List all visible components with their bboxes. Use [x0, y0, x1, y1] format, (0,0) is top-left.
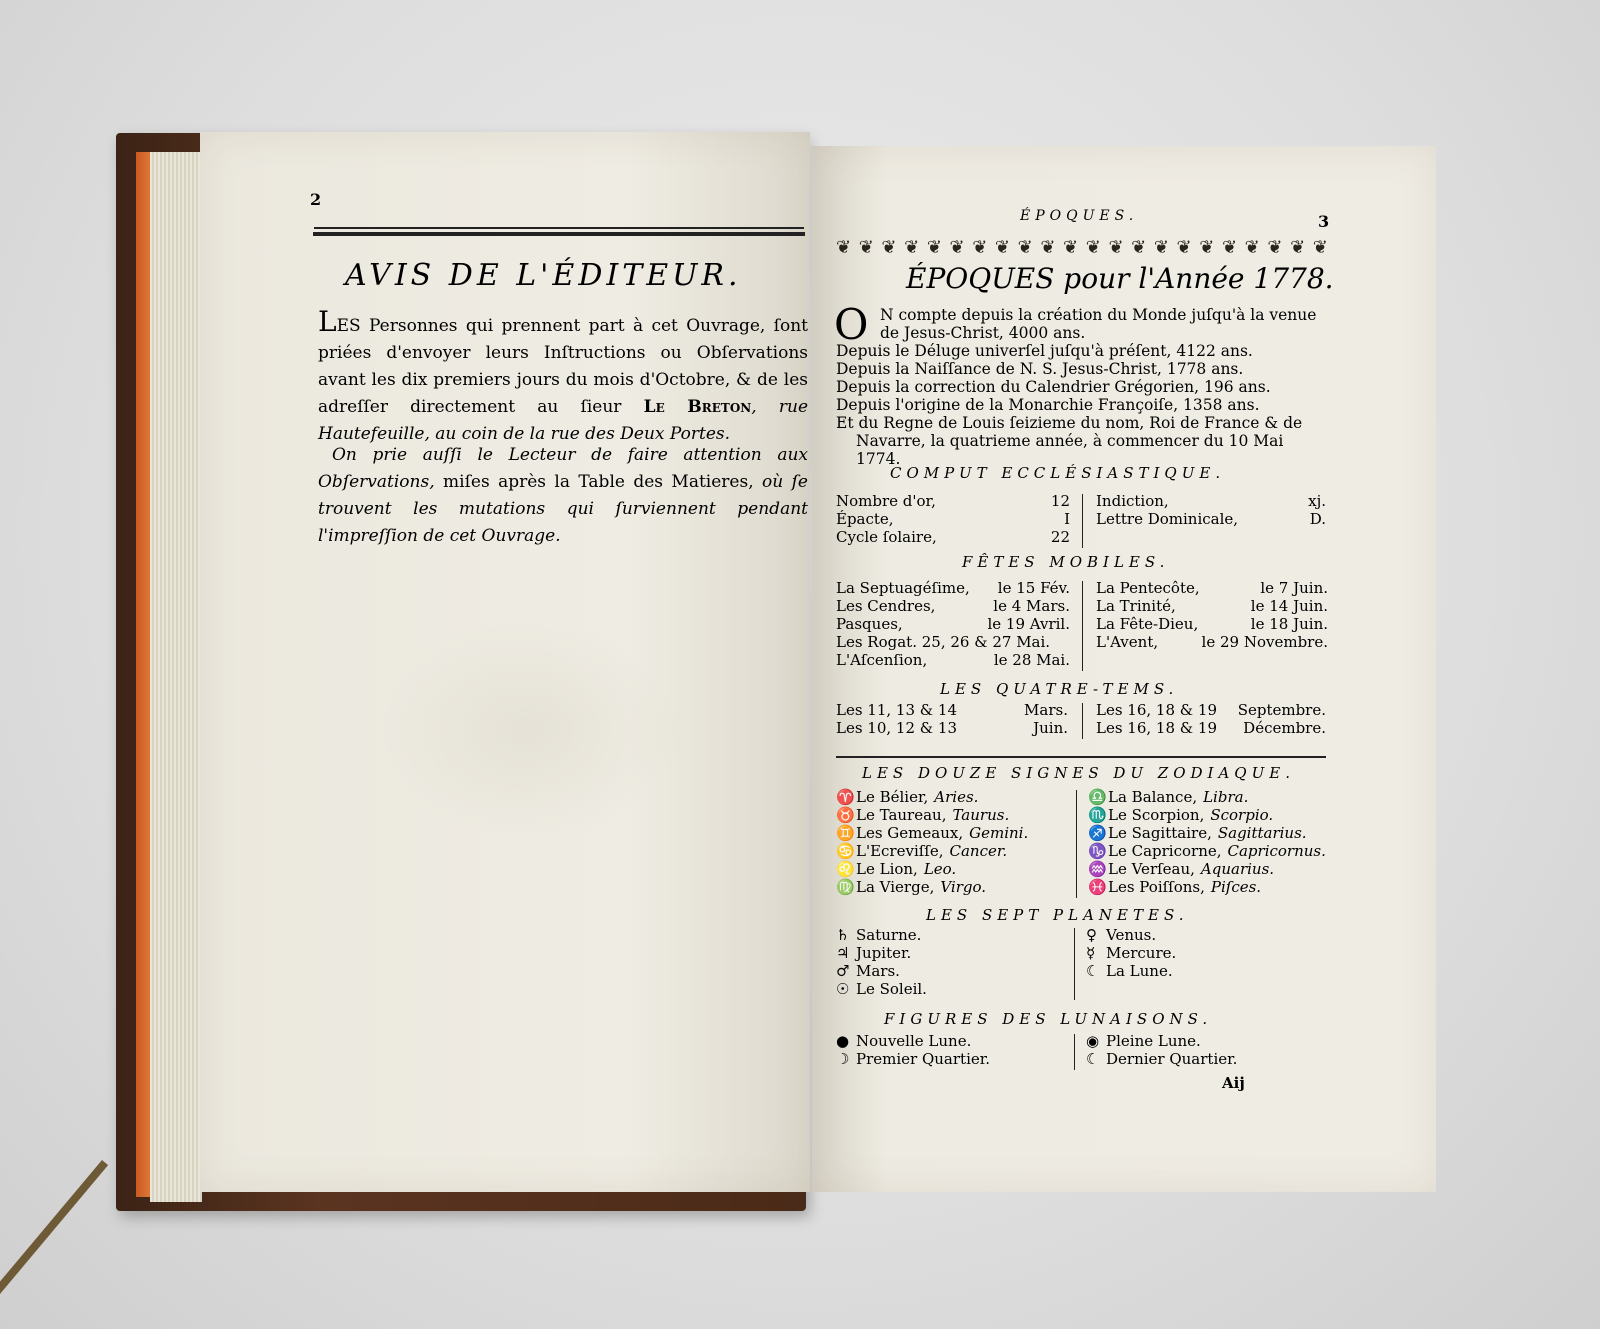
epoque-line: Navarre, la quatrieme année, à commencer du 10 Mai 1774.	[856, 432, 1284, 468]
ornament-glyph: ❦	[1063, 237, 1079, 258]
zodiac-name: Le Lion,	[856, 860, 918, 878]
lunaison-name: Nouvelle Lune.	[856, 1032, 972, 1050]
planets-title: LES SEPT PLANETES.	[926, 906, 1189, 924]
avis-paragraph-2	[318, 442, 808, 550]
ornament-glyph: ❦	[1017, 237, 1033, 258]
zodiac-entry	[836, 860, 956, 878]
lunaison-entry	[836, 1032, 971, 1050]
ornament-glyph: ❦	[1290, 237, 1306, 258]
lunaison-entry	[1086, 1050, 1237, 1068]
zodiac-entry	[836, 878, 986, 896]
zodiac-latin: Virgo.	[940, 878, 987, 896]
comput-left-label: Cycle ſolaire,	[836, 528, 937, 546]
quatre-tems-title: LES QUATRE-TEMS.	[940, 680, 1179, 698]
right-page-number: 3	[1318, 212, 1330, 231]
comput-right-value: xj.	[1308, 492, 1326, 510]
running-head: ÉPOQUES.	[1020, 208, 1139, 224]
zodiac-symbol-icon: ♍	[836, 878, 855, 896]
zodiac-title: LES DOUZE SIGNES DU ZODIAQUE.	[862, 764, 1295, 782]
zodiac-name: La Vierge,	[856, 878, 935, 896]
lunaison-entry	[836, 1050, 990, 1068]
planet-entry	[1086, 962, 1173, 980]
zodiac-latin: Cancer.	[949, 842, 1008, 860]
epoque-line: Depuis la correction du Calendrier Grégorien, 196 ans.	[836, 378, 1271, 396]
comput-left-value: 12	[1050, 492, 1070, 510]
zodiac-latin: Gemini.	[969, 824, 1029, 842]
planet-entry	[836, 926, 921, 944]
zodiac-latin: Aquarius.	[1200, 860, 1275, 878]
comput-left-label: Nombre d'or,	[836, 492, 936, 510]
ornament-glyph: ❦	[1244, 237, 1260, 258]
fetes-right-value: le 18 Juin.	[1250, 615, 1328, 633]
epoque-line: Depuis l'origine de la Monarchie Françoiſe, 1358 ans.	[836, 396, 1260, 414]
zodiac-latin: Libra.	[1203, 788, 1249, 806]
zodiac-latin: Taurus.	[952, 806, 1010, 824]
planet-divider	[1074, 928, 1075, 1000]
planet-name: Venus.	[1106, 926, 1157, 944]
zodiac-symbol-icon: ♊	[836, 824, 855, 842]
fetes-left-label: Les Rogat. 25, 26 & 27 Mai.	[836, 633, 1051, 651]
zodiac-name: Le Scorpion,	[1108, 806, 1205, 824]
planet-entry	[836, 980, 927, 998]
fetes-divider	[1082, 581, 1083, 671]
lunaison-symbol-icon: ☽	[836, 1050, 850, 1068]
para2-a: On prie auſſi le Lecteur de faire attention aux Obſervations,	[318, 445, 808, 492]
fetes-right-label: L'Avent,	[1096, 633, 1159, 651]
zodiac-entry	[836, 806, 1009, 824]
signature-mark: Aij	[1222, 1074, 1245, 1092]
planet-name: Mars.	[856, 962, 900, 980]
epoque-line: Et du Regne de Louis ſeizieme du nom, Roi de France & de	[836, 414, 1303, 432]
lunaison-name: Dernier Quartier.	[1106, 1050, 1238, 1068]
planet-symbol-icon: ♃	[836, 944, 850, 962]
planet-entry	[836, 962, 900, 980]
ornament-glyph: ❦	[1267, 237, 1283, 258]
fetes-left-label: L'Aſcenſion,	[836, 651, 928, 669]
comput-left-value: 22	[1050, 528, 1070, 546]
quatre-right-label: Les 16, 18 & 19	[1096, 719, 1217, 737]
planet-symbol-icon: ☉	[836, 980, 850, 998]
para2-c: où ſe trouvent les mutations qui ſurviennent pendant l'impreſſion de cet Ouvrage.	[318, 472, 808, 546]
fetes-right-label: La Pentecôte,	[1096, 579, 1200, 597]
zodiac-latin: Aries.	[934, 788, 979, 806]
zodiac-entry	[1088, 806, 1273, 824]
zodiac-entry	[836, 842, 1007, 860]
zodiac-symbol-icon: ♑	[1088, 842, 1107, 860]
zodiac-name: Les Poiſſons,	[1108, 878, 1205, 896]
zodiac-name: L'Ecreviſſe,	[856, 842, 944, 860]
ornament-glyph: ❦	[1221, 237, 1238, 258]
zodiac-symbol-icon: ♎	[1088, 788, 1107, 806]
comput-title: COMPUT ECCLÉSIASTIQUE.	[890, 464, 1226, 482]
dropcap-l: L	[318, 305, 337, 338]
planet-name: Le Soleil.	[856, 980, 927, 998]
ornament-glyph: ❦	[949, 237, 965, 258]
quatre-left-value: Juin.	[1033, 719, 1068, 737]
comput-right-label: Lettre Dominicale,	[1096, 510, 1239, 528]
ornament-glyph: ❦	[1108, 237, 1124, 258]
planet-symbol-icon: ☿	[1086, 944, 1096, 962]
comput-right-value: D.	[1309, 510, 1326, 528]
lunaison-name: Premier Quartier.	[856, 1050, 991, 1068]
zodiac-symbol-icon: ♉	[836, 806, 855, 824]
epoque-line: Depuis le Déluge univerſel juſqu'à préſent, 4122 ans.	[836, 342, 1253, 360]
ornament-glyph: ❦	[926, 237, 942, 258]
zodiac-symbol-icon: ♏	[1088, 806, 1107, 824]
zodiac-name: Les Gemeaux,	[856, 824, 964, 842]
quatre-right-value: Décembre.	[1243, 719, 1326, 737]
planet-symbol-icon: ♂	[836, 962, 850, 980]
epoque-line: N compte depuis la création du Monde juſqu'à la venue	[880, 306, 1317, 324]
zodiac-symbol-icon: ♒	[1088, 860, 1107, 878]
ornament-glyph: ❦	[858, 237, 874, 258]
zodiac-latin: Leo.	[923, 860, 957, 878]
zodiac-symbol-icon: ♐	[1088, 824, 1107, 842]
planet-entry	[1086, 926, 1156, 944]
ornament-glyph: ❦	[1085, 237, 1101, 258]
zodiac-name: Le Taureau,	[856, 806, 947, 824]
zodiac-entry	[1088, 842, 1326, 860]
fetes-right-value: le 7 Juin.	[1260, 579, 1328, 597]
avis-paragraph-1	[318, 305, 809, 448]
planet-name: Mercure.	[1106, 944, 1177, 962]
epoque-line: Depuis la Naiſſance de N. S. Jesus-Christ, 1778 ans.	[836, 360, 1244, 378]
dropcap-o: O	[834, 300, 869, 349]
quatre-divider	[1082, 703, 1083, 739]
lunaison-divider	[1074, 1034, 1075, 1070]
editor-name: Le Breton	[643, 397, 752, 417]
avis-title: AVIS DE L'ÉDITEUR.	[345, 258, 742, 293]
lunaisons-title: FIGURES DES LUNAISONS.	[884, 1010, 1213, 1028]
zodiac-rule	[836, 756, 1326, 758]
fetes-left-label: Les Cendres,	[836, 597, 936, 615]
show-through-vignette	[380, 620, 680, 840]
ornament-glyph: ❦	[1176, 237, 1192, 258]
fetes-left-value: le 28 Mai.	[993, 651, 1070, 669]
zodiac-symbol-icon: ♋	[836, 842, 855, 860]
double-rule	[313, 232, 805, 236]
zodiac-entry	[1088, 824, 1307, 842]
zodiac-divider	[1076, 790, 1077, 898]
ornament-glyph: ❦	[836, 237, 852, 258]
planet-name: Jupiter.	[856, 944, 912, 962]
ornament-glyph: ❦	[1312, 237, 1328, 258]
epoques-list	[834, 300, 1326, 468]
ornament-glyph: ❦	[972, 237, 988, 258]
ornament-glyph: ❦	[1199, 237, 1215, 258]
zodiac-symbol-icon: ♈	[836, 788, 855, 806]
fetes-right-label: La Fête-Dieu,	[1096, 615, 1199, 633]
left-page-number: 2	[310, 190, 322, 209]
planet-symbol-icon: ☾	[1086, 962, 1100, 980]
fetes-left-value: le 4 Mars.	[993, 597, 1070, 615]
para1-smallcaps: ES	[336, 316, 361, 336]
lunaison-symbol-icon: ☾	[1086, 1050, 1100, 1068]
para1-text: Personnes qui prennent part à cet Ouvrage, ſont priées d'envoyer leurs Inſtructions ou Obſervations avant les dix premiers jours du mois d'Octobre, & de les adreſſer directement au ſieur	[318, 316, 808, 417]
fetes-left-label: Pasques,	[836, 615, 903, 633]
editor-address: , rue Hautefeuille, au coin de la rue des Deux Portes.	[318, 397, 809, 444]
comput-left-value: I	[1064, 510, 1070, 528]
planet-entry	[1086, 944, 1176, 962]
zodiac-name: Le Verſeau,	[1108, 860, 1195, 878]
ornament-glyph: ❦	[904, 237, 920, 258]
ornament-glyph: ❦	[994, 237, 1011, 258]
zodiac-symbol-icon: ♓	[1088, 878, 1107, 896]
lunaison-entry	[1086, 1032, 1201, 1050]
planet-symbol-icon: ♀	[1086, 926, 1097, 944]
comput-right-label: Indiction,	[1096, 492, 1169, 510]
zodiac-latin: Scorpio.	[1210, 806, 1274, 824]
zodiac-latin: Sagittarius.	[1217, 824, 1307, 842]
zodiac-entry	[1088, 878, 1261, 896]
book-page-edges	[150, 152, 202, 1202]
ornament-glyph: ❦	[1153, 237, 1169, 258]
quatre-left-label: Les 11, 13 & 14	[836, 701, 957, 719]
fetes-left-label: La Septuagéſime,	[836, 579, 970, 597]
ornament-glyph: ❦	[881, 237, 897, 258]
planet-name: La Lune.	[1106, 962, 1173, 980]
planet-symbol-icon: ♄	[836, 926, 850, 944]
planet-name: Saturne.	[856, 926, 922, 944]
zodiac-latin: Piſces.	[1210, 878, 1262, 896]
fetes-left-value: le 19 Avril.	[987, 615, 1070, 633]
zodiac-name: Le Bélier,	[856, 788, 929, 806]
quatre-left-label: Les 10, 12 & 13	[836, 719, 957, 737]
fetes-right-value: le 14 Juin.	[1250, 597, 1328, 615]
lunaison-name: Pleine Lune.	[1106, 1032, 1201, 1050]
fetes-right-label: La Trinité,	[1096, 597, 1176, 615]
para2-b: miſes après la Table des Matieres,	[434, 472, 763, 492]
quatre-right-value: Septembre.	[1237, 701, 1326, 719]
planet-entry	[836, 944, 911, 962]
lunaison-symbol-icon: ●	[836, 1032, 850, 1050]
zodiac-name: Le Sagittaire,	[1108, 824, 1212, 842]
zodiac-entry	[1088, 788, 1248, 806]
epoque-line: de Jesus-Christ, 4000 ans.	[880, 324, 1086, 342]
ornament-glyph: ❦	[1131, 237, 1147, 258]
quatre-right-label: Les 16, 18 & 19	[1096, 701, 1217, 719]
ornament-band	[836, 238, 1328, 258]
zodiac-name: La Balance,	[1108, 788, 1198, 806]
zodiac-entry	[1088, 860, 1274, 878]
comput-divider	[1082, 494, 1083, 548]
zodiac-entry	[836, 824, 1028, 842]
quatre-left-value: Mars.	[1024, 701, 1068, 719]
fetes-right-value: le 29 Novembre.	[1201, 633, 1328, 651]
zodiac-symbol-icon: ♌	[836, 860, 855, 878]
bookmark-ribbon	[0, 1160, 108, 1311]
epoques-title: ÉPOQUES pour l'Année 1778.	[906, 262, 1334, 295]
fetes-title: FÊTES MOBILES.	[962, 553, 1170, 571]
comput-left-label: Épacte,	[836, 510, 894, 528]
fetes-left-value: le 15 Fév.	[997, 579, 1070, 597]
zodiac-entry	[836, 788, 978, 806]
ornament-glyph: ❦	[1040, 237, 1056, 258]
zodiac-name: Le Capricorne,	[1108, 842, 1222, 860]
zodiac-latin: Capricornus.	[1227, 842, 1326, 860]
lunaison-symbol-icon: ◉	[1086, 1032, 1100, 1050]
